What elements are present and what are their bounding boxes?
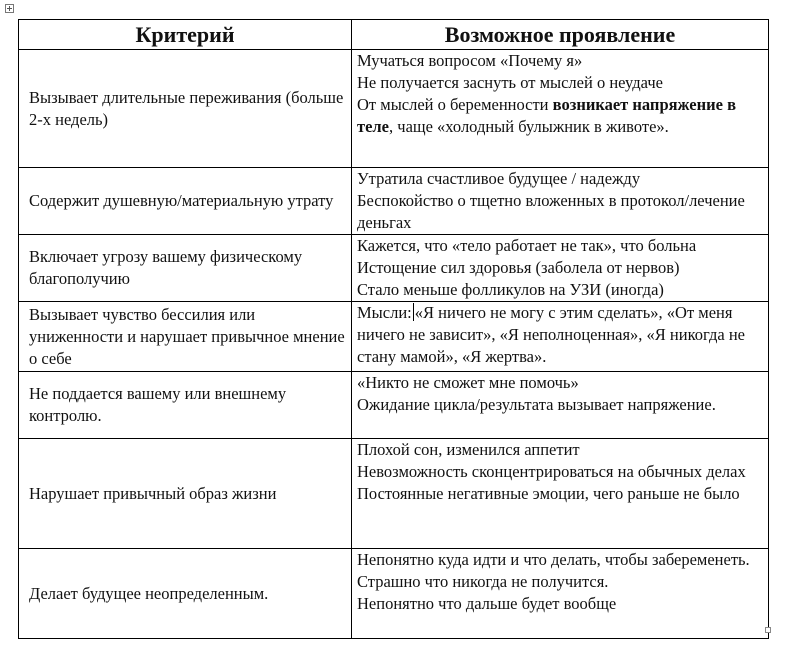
manifestation-line: Непонятно куда идти и что делать, чтобы забеременеть. [357, 550, 750, 569]
criterion-cell[interactable]: Содержит душевную/материальную утрату [19, 168, 352, 235]
manifestation-cell[interactable] [352, 302, 769, 372]
manifestation-text: , чаще «холодный булыжник в животе». [389, 117, 669, 136]
table-row [19, 372, 769, 439]
manifestation-line [357, 94, 762, 138]
manifestation-line: Постоянные негативные эмоции, чего раньше не было [357, 484, 740, 503]
manifestation-cell[interactable] [352, 168, 769, 235]
table-row [19, 168, 769, 235]
manifestation-line: Кажется, что «тело работает не так», что больна [357, 236, 697, 255]
manifestation-cell[interactable] [352, 372, 769, 439]
manifestation-line: Истощение сил здоровья (заболела от нервов) [357, 258, 680, 277]
manifestation-line: Непонятно что дальше будет вообще [357, 594, 617, 613]
manifestation-text: Мысли: [357, 303, 412, 322]
manifestation-line: Плохой сон, изменился аппетит [357, 440, 580, 459]
table-row [19, 549, 769, 639]
manifestation-text: От мыслей о беременности [357, 95, 553, 114]
manifestation-cell[interactable] [352, 439, 769, 549]
manifestation-line: «Никто не сможет мне помочь» [357, 373, 579, 392]
header-criterion: Критерий [19, 20, 352, 50]
manifestation-cell[interactable] [352, 235, 769, 302]
manifestation-cell[interactable] [352, 50, 769, 168]
manifestation-line: Беспокойство о тщетно вложенных в протокол/лечение деньгах [357, 191, 745, 232]
criterion-cell[interactable]: Делает будущее неопределенным. [19, 549, 352, 639]
criterion-cell[interactable]: Вызывает длительные переживания (больше 2-х недель) [19, 50, 352, 168]
table-resize-handle[interactable] [765, 627, 771, 633]
criterion-cell[interactable]: Включает угрозу вашему физическому благополучию [19, 235, 352, 302]
manifestation-line: Не получается заснуть от мыслей о неудаче [357, 73, 663, 92]
manifestation-line: Страшно что никогда не получится. [357, 572, 609, 591]
table-header-row [19, 20, 769, 50]
criterion-cell[interactable]: Не поддается вашему или внешнему контролю. [19, 372, 352, 439]
manifestation-cell[interactable] [352, 549, 769, 639]
table-row [19, 439, 769, 549]
text-cursor [413, 303, 414, 321]
manifestation-line: Утратила счастливое будущее / надежду [357, 169, 641, 188]
criterion-cell[interactable]: Вызывает чувство бессилия или униженности и нарушает привычное мнение о себе [19, 302, 352, 372]
table-row [19, 50, 769, 168]
manifestation-line: Невозможность сконцентрироваться на обычных делах [357, 462, 746, 481]
criteria-table [18, 19, 769, 639]
manifestation-text: «Я ничего не могу с этим сделать», «От меня ничего не зависит», «Я неполноценная», «Я никогда не стану мамой», «Я жертва». [357, 303, 745, 366]
criterion-cell[interactable]: Нарушает привычный образ жизни [19, 439, 352, 549]
manifestation-line: Мучаться вопросом «Почему я» [357, 51, 583, 70]
manifestation-line: Ожидание цикла/результата вызывает напряжение. [357, 395, 716, 414]
table-row [19, 235, 769, 302]
header-manifestation: Возможное проявление [352, 20, 769, 50]
table-move-handle[interactable] [5, 4, 14, 13]
manifestation-bold-text: возникает напряжение в теле [357, 95, 736, 136]
table-row [19, 302, 769, 372]
manifestation-line: Стало меньше фолликулов на УЗИ (иногда) [357, 280, 664, 299]
